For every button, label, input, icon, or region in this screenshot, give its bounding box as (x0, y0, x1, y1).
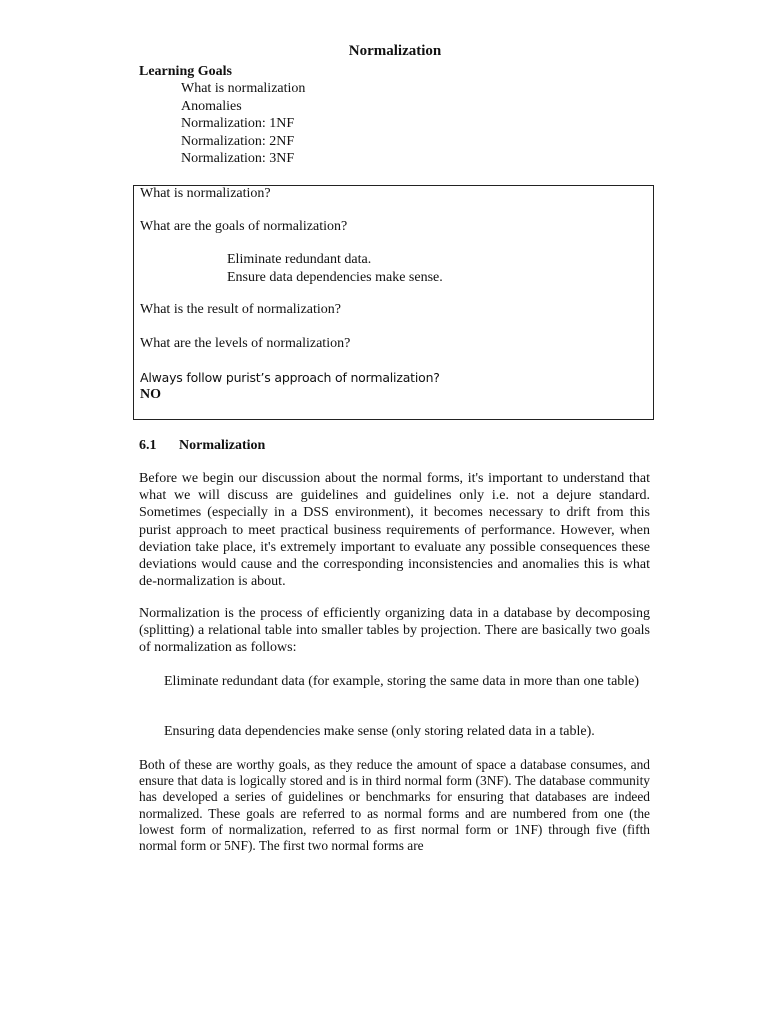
paragraph-definition: Normalization is the process of efficiently organizing data in a database by decomposing (splitting) a relational table into smaller tables by projection. There are basically two goals of normalization as follows: (139, 606, 650, 656)
answer-no: NO (140, 387, 161, 402)
question-what-is-normalization: What is normalization? (140, 186, 271, 201)
section-heading (139, 438, 265, 454)
learning-goal-item: Normalization: 2NF (181, 133, 295, 149)
learning-goal-item: What is normalization (181, 81, 306, 96)
goal-bullet-dependencies: Ensuring data dependencies make sense (only storing related data in a table). (164, 724, 595, 739)
learning-goal-item: Normalization: 3NF (181, 151, 295, 167)
paragraph-normal-forms: Both of these are worthy goals, as they reduce the amount of space a database consumes, and ensure that data is logically stored and is in third normal form (3NF). The database community has developed a series of guidelines or benchmarks for ensuring that databases are indeed normalized. These goals are referred to as normal forms and are numbered from one (the lowest form of normalization, referred to as first normal form or 1NF) through five (fifth normal form or 5NF). The first two normal forms are (139, 757, 650, 854)
learning-goals-list (181, 80, 305, 168)
goal-ensure-dependencies: Ensure data dependencies make sense. (227, 270, 443, 285)
page-title: Normalization (348, 43, 442, 59)
question-goals: What are the goals of normalization? (140, 219, 348, 234)
learning-goal-item: Anomalies (181, 98, 242, 114)
learning-goal-item: Normalization: 1NF (181, 116, 295, 132)
question-result: What is the result of normalization? (140, 302, 341, 317)
question-purist-approach: Always follow purist’s approach of normalization? (140, 370, 440, 385)
questions-box (133, 185, 654, 420)
section-number: 6.1 (139, 438, 157, 453)
learning-goals-heading: Learning Goals (139, 64, 232, 79)
paragraph-intro: Before we begin our discussion about the normal forms, it's important to understand that what we will discuss are guidelines and guidelines only i.e. not a dejure standard. Sometimes (especially in a DSS environment), it becomes necessary to drift from this purist approach to meet practical business requirements of performance. However, when deviation take place, it's extremely important to evaluate any possible consequences these deviations would cause and the corresponding inconsistencies and anomalies this is what de-normalization is about. (139, 471, 650, 590)
section-title: Normalization (179, 438, 266, 453)
question-levels: What are the levels of normalization? (140, 336, 351, 351)
goal-bullet-redundant: Eliminate redundant data (for example, storing the same data in more than one table) (164, 674, 640, 689)
goal-eliminate-redundant: Eliminate redundant data. (227, 252, 372, 267)
